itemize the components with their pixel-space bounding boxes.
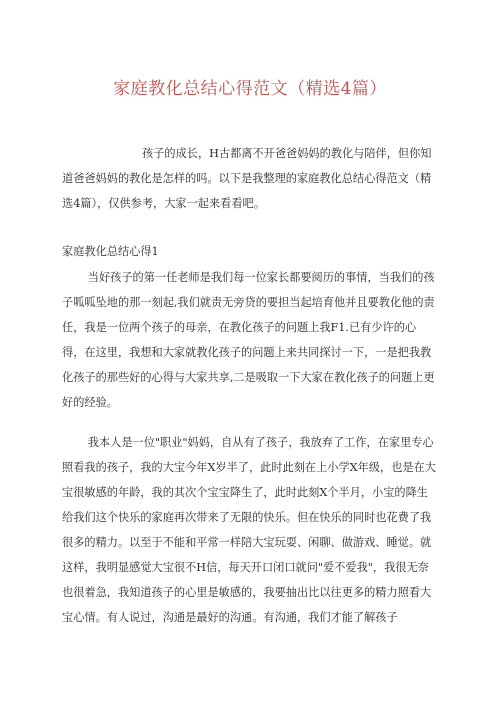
intro-first-line: 孩子的成长，H古都离不开爸爸妈妈的教化与陪伴，但你知	[142, 147, 432, 160]
section-heading: 家庭教化总结心得1	[62, 245, 159, 258]
intro-paragraph	[62, 141, 438, 216]
intro-remaining-text: 道爸爸妈妈的教化是怎样的吗。以下是我整理的家庭教化总结心得范文（精选4篇），仅供参考，大家一起来看看吧。	[62, 172, 432, 210]
body-paragraph-2	[62, 430, 438, 630]
body-paragraph-2-text: 我本人是一位"职业"妈妈，自从有了孩子，我放弃了工作，在家里专心照看我的孩子，我的大宝今年X岁半了，此时此刻在上小学X年级，也是在大宝很敏感的年龄，我的其次个宝宝降生了，此时此刻X个半月，小宝的降生给我们这个快乐的家庭再次带来了无限的快乐。但在快乐的同时也花费了我很多的精力。以至于不能和平常一样陪大宝玩耍、闲聊、做游戏、睡觉。就这样，我明显感觉大宝很不H信，每天开口闭口就问"爱不爱我"，我很无奈也很着急，我知道孩子的心里是敏感的，我要抽出比以往更多的精力照看大宝心情。有人说过，沟通是最好的沟通。有沟通，我们才能了解孩子	[62, 436, 436, 624]
document-title: 家庭教化总结心得范文（精选4篇）	[113, 79, 387, 99]
body-paragraph-1	[62, 265, 438, 415]
body-paragraph-1-text: 当好孩子的第一任老师是我们每一位家长都要阅历的事情，当我们的孩子呱呱坠地的那一刻起,我们就责无旁贷的要担当起培育他并且要教化他的责任，我是一位两个孩子的母亲，在教化孩子的问题上我F1.已有少许的心得，在这里，我想和大家就教化孩子的问题上来共同探讨一下，一是把我教化孩子的那些好的心得与大家共享,二是吸取一下大家在教化孩子的问题上更好的经验。	[62, 271, 435, 409]
